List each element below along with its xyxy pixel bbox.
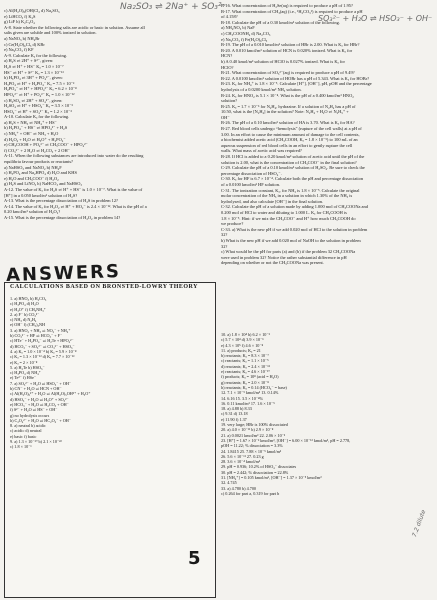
problem-line: 10.50, what is the [N₂H₄] in the solution? Note: N₂H₄ + H₂O ⇌ N₂H₅⁺ +	[221, 109, 349, 115]
problem-line: c) CH₃COONH₄ d) Na₂CO₃	[221, 30, 271, 36]
problem-line: B-19. The pH of a 0.010 kmol/m³ solution of HBr is 2.00. What is Kₐ for HBr?	[221, 42, 360, 48]
answer-line: c) acidic d) neutral	[10, 428, 42, 434]
problem-line: e) LiHCO₃ f) K₂S	[4, 13, 36, 19]
problem-line: H₂PO₄⁻ ⇌ H⁺ + HPO₄²⁻ Kₐ = 6.2 × 10⁻⁸	[4, 86, 77, 92]
answer-line: 26. 5.6 × 10⁻¹¹ 27. 0.23 g	[221, 453, 264, 459]
problem-line: C-30. Kₐ for HF is 6.7 × 10⁻⁴. Calculate both the pH and percentage dissociation	[221, 176, 364, 182]
problem-line: B-18. Calculate the pH of a 0.30 kmol/m³ solution of the following.	[221, 19, 340, 25]
answer-line: 18. a) 4.88 b) 8.33	[221, 406, 252, 412]
problem-line: b) A 0.40 kmol/m³ solution of HClO is 0.027% ionized. What is Kₐ for	[221, 58, 345, 64]
problem-line: HSO₄⁻ ⇌ H⁺ + SO₄²⁻ Kₐ = 1.2 × 10⁻²	[4, 108, 72, 114]
answer-line: b) CN⁻ + H₂O ⇌ HCN + OH⁻	[10, 386, 62, 392]
problem-line: c) NH₄⁺ + OH⁻ ⇌ NH₃ + H₂O	[4, 131, 59, 137]
answer-line: c) HTe⁻ + H₂PO₄⁻ ⇌ H₂Te + HPO₄²⁻	[10, 338, 74, 344]
problem-line: a) H₂S ⇌ 2H⁺ + S²⁻, given:	[4, 58, 54, 64]
answer-line: c) 9.31 d) 13.18	[221, 411, 248, 417]
answer-line: e) basic f) basic	[10, 433, 37, 439]
answer-line: f) products; Kₐ = 10⁸ (acid = H₂O)	[221, 374, 279, 380]
problem-line: A-15. What is the percentage dissociation of H₂O₂ in problem 14?	[4, 214, 121, 220]
problem-line: A-8. State whether the following salts are acidic or basic in solution. Assume all	[4, 24, 145, 30]
problem-line: B-26. The pH of a 0.10 kmol/m³ solution of HA is 3.70. What is Kₐ for HA?	[221, 120, 355, 126]
answer-line: g) reactants; Kₐ = 2.0 × 10⁻⁸	[221, 379, 269, 385]
answer-line: g) no hydrolysis occurs	[10, 412, 50, 418]
answer-line: 33. a) 4.780 b) 4.700	[221, 485, 257, 491]
problem-line: B-25. Kₐ = 1.7 × 10⁻⁶ for N₂H₄, hydrazine. If a solution of N₂H₄ has a pH of	[221, 103, 356, 109]
answer-line: 3. a) HNO₂ + NH₃ ⇌ NO₂⁻ + NH₄⁺	[10, 327, 71, 333]
answer-line: c) Kₐ = 1.3 × 10⁻¹³ d) Kₐ = 7.7 × 10⁻¹³	[10, 354, 75, 360]
problem-line: A-14. The value of Kₐ for H₂O₂ ⇌ H⁺ + HO₂⁻ is 2.4 × 10⁻¹². What is the pH of a	[4, 203, 147, 209]
answer-line: b) CO₃²⁻ + HF ⇌ HCO₃⁻ + F⁻	[10, 333, 63, 339]
problem-line: of 4.158?	[221, 14, 238, 20]
answer-line: 7. a) SO₃²⁻ + H₂O ⇌ HSO₃⁻ + OH⁻	[10, 380, 72, 386]
problem-line: e) CH₃COOH + PO₄³⁻ ⇌ CH₃COO⁻ + HPO₄²⁻	[4, 142, 88, 148]
problem-line: a) NaNO₃ b) NH₄Br	[4, 35, 40, 41]
problem-line: depending on whether or not the CH₃COONa was present.	[221, 260, 324, 266]
problem-line: of a 0.0100 kmol/m³ HF solution.	[221, 182, 281, 187]
problem-line: we produce?	[221, 221, 244, 227]
problem-line: equilibria favour products or reactants?	[4, 159, 74, 165]
answer-line: 30. pH = 2.442; % dissociation = 22.8%	[221, 469, 289, 475]
problem-line: C-32. Calculate the pH of a solution made by adding 1.000 mol of CH₃COONa and	[221, 204, 368, 210]
answer-line: e) 11.90 f) 1.37	[221, 416, 247, 422]
problem-line: molar concentration of the NH₃ in a solution in which 1.30% of the NH₃ is	[221, 193, 353, 199]
problem-line: c) H₃PO₄ and Na₂HPO₄ d) H₂O and KHS	[4, 170, 77, 176]
handwritten-note-top-left: Na₂SO₃ ⇌ 2Na⁺ + SO₃²⁻	[120, 2, 227, 12]
problem-line: 32?	[221, 232, 228, 238]
problem-line: HS⁻ ⇌ H⁺ + S²⁻ Kₐ = 1.3 × 10⁻¹³	[4, 69, 64, 75]
problem-line: A-10. Calculate Kₐ for the following.	[4, 114, 70, 120]
problem-line: aqueous suspension of red blood cells in an effort to gently rupture the cell	[221, 142, 353, 148]
answer-line: 31. [NH₄⁺] = 0.105 kmol/m³, [OH⁻] = 1.37 × 10⁻⁵ kmol/m³	[221, 475, 322, 481]
problem-line: H₂S ⇌ H⁺ + HS⁻ Kₐ = 1.0 × 10⁻⁷	[4, 63, 64, 69]
problem-line: c) What would be the pH for parts (a) and (b) if the problem 32 CH₃COONa	[221, 249, 356, 255]
problem-line: A-12. The value of Kₐ for H₂S ⇌ H⁺ + HS⁻ is 1.0 × 10⁻⁷. What is the value of	[4, 187, 143, 192]
answer-line: 19. very large; HBr is 100% dissociated	[221, 422, 288, 428]
problem-line: c) Al(H₂O)₆(OH)Cl₂ d) Na₂SO₃	[4, 8, 60, 13]
answer-line: 23. [H⁺] = 1.67 × 10⁻³ kmol/m³, [OH⁻] = 6.00 × 10⁻¹² kmol/m³, pH = 2.778,	[221, 437, 351, 443]
problem-line: hydrolysed, and also calculate [OH⁻] in the final solution.	[221, 198, 324, 204]
answer-line: 9. a) 1.3 × 10⁻²⁰ b) 2.1 × 10⁻²²	[10, 439, 62, 445]
problem-line: solution?	[221, 98, 238, 104]
problem-line: HClO?	[221, 64, 234, 70]
answer-line: f) S²⁻ + H₂O ⇌ HS⁻ + OH⁻	[10, 407, 58, 413]
problem-line: salts given are soluble and 100% ionized in solution.	[4, 30, 97, 36]
answer-line: 32. 4.745	[221, 480, 237, 486]
answer-line: e) Kₐ = 2 × 10⁻⁸	[10, 359, 38, 365]
problem-line: were used in problem 32? Notice the rather substantial difference in pH	[221, 254, 347, 260]
answers-subtitle: CALCULATIONS BASED ON BRONSTED-LOWRY THEORY	[10, 284, 198, 290]
answer-line: d) HCO₃⁻ + SO₃²⁻ ⇌ CO₃²⁻ + HSO₃⁻	[10, 343, 75, 349]
problem-line: c) Ce(H₂O)₆Cl₃ d) KBr	[4, 41, 45, 47]
answer-line: 21. a) 0.0021 kmol/m³ 22. 2.06 × 10⁻³	[221, 432, 286, 438]
answer-line: 11. a) products; Kₐ = 21	[221, 347, 261, 353]
answer-line: d) reactants; Kₐ = 2.4 × 10⁻¹²	[221, 363, 270, 369]
problem-line: hydrolysis of a 0.0200 kmol/m³ NH₃ solution.	[221, 86, 302, 92]
problem-column-right	[221, 3, 433, 600]
answer-line: e) H₃O⁺ f) CH₃NH₃⁺	[10, 306, 46, 312]
answer-line: h) reactants; Kₐ = 0.14 (HCO₃⁻ = base)	[221, 384, 287, 390]
page-number: 5	[188, 548, 201, 569]
problem-line: B-27. Red blood cells undergo “hemolysis” (rupture of the cell walls) at a pH of	[221, 126, 362, 132]
answers-right-column	[221, 332, 433, 496]
problem-line: g) H₂S and LiNO₃ h) NaHCO₃ and NaHSO₃	[4, 181, 82, 187]
answer-line: 16. 0.11 kmol/m³ 17. 1.6 × 10⁻⁵	[221, 400, 275, 406]
problem-line: [H⁺] in a 0.050 kmol/m³ solution of H₂S?	[4, 192, 78, 198]
answer-line: e) reactants; Kₐ = 4.6 × 10⁻¹⁰	[221, 369, 271, 375]
problem-line: 0.200 mol of HCl to water and diluting to 1.000 L. Kₐ for CH₃COOH is	[221, 209, 347, 215]
answer-line: 4. a) Kₐ = 1.0 × 10⁻⁴ b) Kₐ = 5.9 × 10⁻⁸	[10, 348, 77, 354]
answer-line: 2. a) F⁻ b) CO₃²⁻	[10, 311, 40, 317]
problem-line: OH⁻	[221, 114, 230, 120]
answer-line: c) 5.7 × 10⁴ d) 3.9 × 10⁻⁶	[221, 337, 264, 343]
answer-line: h) C₂O₄²⁻ + H₂O ⇌ HC₂O₄⁻ + OH⁻	[10, 417, 71, 423]
answer-line: 12. 7.1 × 10⁻⁵ kmol/m³ 13. 0.14%	[221, 390, 279, 396]
problem-line: percentage dissociation of HSO₄⁻.	[221, 170, 282, 176]
answer-line: e) Te²⁻ f) HSe⁻	[10, 375, 37, 381]
answer-line: d) HSO₃⁻ + H₂O ⇌ H₃O⁺ + SO₃²⁻	[10, 396, 69, 402]
problem-line: B-22. A 0.0100 kmol/m³ solution of HOBr has a pH of 5.343. What is Kₐ for HOBr?	[221, 75, 370, 81]
problem-line: b) What is the new pH if we add 0.020 mol of NaOH to the solution in problem	[221, 237, 361, 243]
answer-line: pOH = 11.22; % dissociation = 3.3%	[221, 443, 283, 449]
answer-line: c) 1.8 × 10⁻¹	[10, 444, 32, 450]
problem-line: 3.00. In an effort to cause the minimum amount of damage to the cell contents,	[221, 131, 360, 137]
problem-line: d) H₂O₄ + H₂O ⇌ H₃O⁺ + H₂PO₄⁻	[4, 136, 66, 142]
problem-line: a) NaHSO₃ and NaNO₂ b) NH₄F	[4, 164, 62, 170]
problem-line: solution is 2.00, what is the concentration of CH₃COO⁻ in the final solution?	[221, 159, 357, 165]
problem-line: 0.20 kmol/m³ solution of H₂O₂?	[4, 209, 61, 215]
problem-line: C-31. The ionization constant, Kₐ, for NH₃ is 1.8 × 10⁻⁵. Calculate the original	[221, 187, 360, 193]
problem-line: HCN?	[221, 53, 233, 59]
answer-line: 1. a) HNO₃ b) H₂CO₃	[10, 296, 47, 301]
answer-line: c) Al(H₂O)₆³⁺ + H₂O ⇌ Al(H₂O)₅OH²⁺ + H₃O⁺	[10, 391, 91, 397]
answer-line: 5. a) H₂Te b) HSO₃⁻	[10, 364, 45, 370]
answer-line: c) H₃PO₄ d) NH₄⁺	[10, 370, 41, 376]
problem-line: B-17. What concentration of CH₃(aq) (i.e., ¹H₂CO₃¹) is required to produce a pH	[221, 8, 363, 14]
problem-line: f) CO₃²⁻ + 2 H₂O ⇌ H₂CO₃ + 2 OH⁻	[4, 147, 70, 153]
answer-line: c) NH₃ d) N₂H₄	[10, 317, 37, 323]
problem-line: e) Na₂CO₃ f) KF	[4, 47, 34, 53]
answer-line: e) 4.3 × 10⁵ f) 4.6 × 10⁻⁸	[221, 342, 264, 348]
handwritten-note-side: 7.2 dilute	[411, 508, 428, 539]
problem-line: e) Na₂CO₃ f) Fe(H₂O)₆Cl₃	[221, 36, 268, 42]
problem-line: walls. What mass of acetic acid was required?	[221, 148, 302, 154]
problem-line: a) NH₄NO₃ b) NaF	[221, 25, 255, 31]
problem-list-left	[4, 8, 216, 221]
answer-line: c) 0.264 for part a, 0.319 for part b	[221, 490, 280, 496]
problem-line: B-21. What concentration of SO₃²⁻(aq) is required to produce a pH of 9.49?	[221, 70, 355, 76]
problem-line: A-13. What is the percentage dissociation of H₂S in problem 12?	[4, 198, 118, 204]
answers-list-left	[10, 296, 120, 450]
problem-line: 1.8 × 10⁻⁵. Hint: if we mix the CH₃COO⁻ and H⁺ how much CH₃COOH do	[221, 215, 356, 221]
problem-column-left	[4, 8, 216, 268]
problem-line: B-24. Kₐ for HNO₂ is 5.1 × 10⁻⁴. What is the pH of a 0.400 kmol/m³ HNO₂	[221, 92, 354, 98]
answers-list-right	[221, 332, 433, 496]
problem-line: HPO₄²⁻ ⇌ H⁺ + PO₄³⁻ Kₐ = 1.0 × 10⁻¹²	[4, 91, 75, 97]
problem-line: H₂SO₄ ⇌ H⁺ + HSO₄⁻ Kₐ = 3.5 × 10⁻³	[4, 103, 73, 109]
problem-line: b) H₂PO₄⁻ + HS⁻ ⇌ HPO₄²⁻ + H₂S	[4, 125, 68, 131]
problem-line: a biochemist added acetic acid (CH₃COOH, Kₐ = 1.8 × 10⁻⁵) to 100 mL of an	[221, 137, 358, 143]
problem-line: A-11. When the following substances are introduced into water do the resulting	[4, 153, 144, 159]
answer-line: c) reactants; Kₐ = 1.1 × 10⁻⁵	[221, 358, 269, 364]
problem-line: C-33. a) What is the new pH if we add 0.020 mol of HCl to the solution in problem	[221, 226, 368, 232]
problem-line: B-20. A 0.010 kmol/m³ solution of HCN is 0.020% ionized. What is Kₐ for	[221, 47, 353, 53]
problem-line: e) H₂O and CH₃COO⁻ f) H₂O₂	[4, 175, 59, 181]
answer-line: 28. 3.6 × 10⁻⁴ kmol/m³	[221, 459, 261, 465]
problem-line: a) H₂S + NH₃ ⇌ NH₄⁺ + HS⁻	[4, 119, 57, 125]
answer-line: 24. 1.8415 25. 7.88 × 10⁻⁵ kmol/m³	[221, 448, 282, 454]
problem-line: B-28. If HCl is added to a 0.20 kmol/m³ solution of acetic acid until the pH of the	[221, 154, 365, 160]
problem-line: 32?	[221, 243, 228, 249]
answers-left-column	[10, 296, 120, 450]
answer-line: 8. a) neutral b) acidic	[10, 423, 46, 429]
problem-line: H₃PO₄ ⇌ H⁺ + H₂PO₄⁻ Kₐ = 7.5 × 10⁻³	[4, 80, 75, 86]
answer-line: e) OH⁻ f) (CH₃)₃NH	[10, 322, 46, 328]
handwritten-note-top-right: SO₃²⁻ + H₂O ⇌ HSO₃⁻ + OH⁻	[318, 14, 433, 23]
answer-line: 20. a) 4.0 × 10⁻¹¹ b) 2.9 × 10⁻⁸	[221, 427, 274, 433]
problem-line: g) LiF h) K₂C₂O₄	[4, 19, 35, 25]
problem-line: C-29. Calculate the pH of a 0.10 kmol/m³ solution of H₂SO₄. Be sure to check the	[221, 165, 365, 171]
problem-line: A-9. Calculate Kₐ for the following.	[4, 52, 68, 58]
problem-line: B-23. Kₐ for NH₄⁺ is 1.8 × 10⁻⁵. Calculate [H⁺], [OH⁻], pH, pOH and the percentage	[221, 81, 372, 87]
problem-line: c) H₂SO₄ ⇌ 2H⁺ + SO₄²⁻, given:	[4, 97, 63, 103]
answer-line: 29. pH = 0.936; 10.2% of HSO₄⁻ dissociates	[221, 464, 297, 470]
problem-list-right	[221, 3, 433, 266]
answers-title: ANSWERS	[5, 261, 122, 286]
answer-line: c) H₃PO₄ d) H₂O	[10, 301, 39, 307]
problem-line: B-16. What concentration of H₂Se(aq) is required to produce a pH of 1.95?	[221, 3, 353, 8]
answer-line: 14. 6.16 15. 3.5 × 10⁻⁴%	[221, 395, 263, 401]
answer-line: b) reactants; Kₐ = 8.3 × 10⁻⁷	[221, 353, 269, 359]
answer-line: 10. a) 1.8 × 10⁴ b) 6.2 × 10⁻³	[221, 332, 270, 337]
answer-line: e) HCO₃⁻ + H₂O ⇌ H₂CO₃ + OH⁻	[10, 401, 69, 407]
problem-line: b) H₃PO₄ ⇌ 3H⁺ + PO₄³⁻, given:	[4, 75, 63, 81]
